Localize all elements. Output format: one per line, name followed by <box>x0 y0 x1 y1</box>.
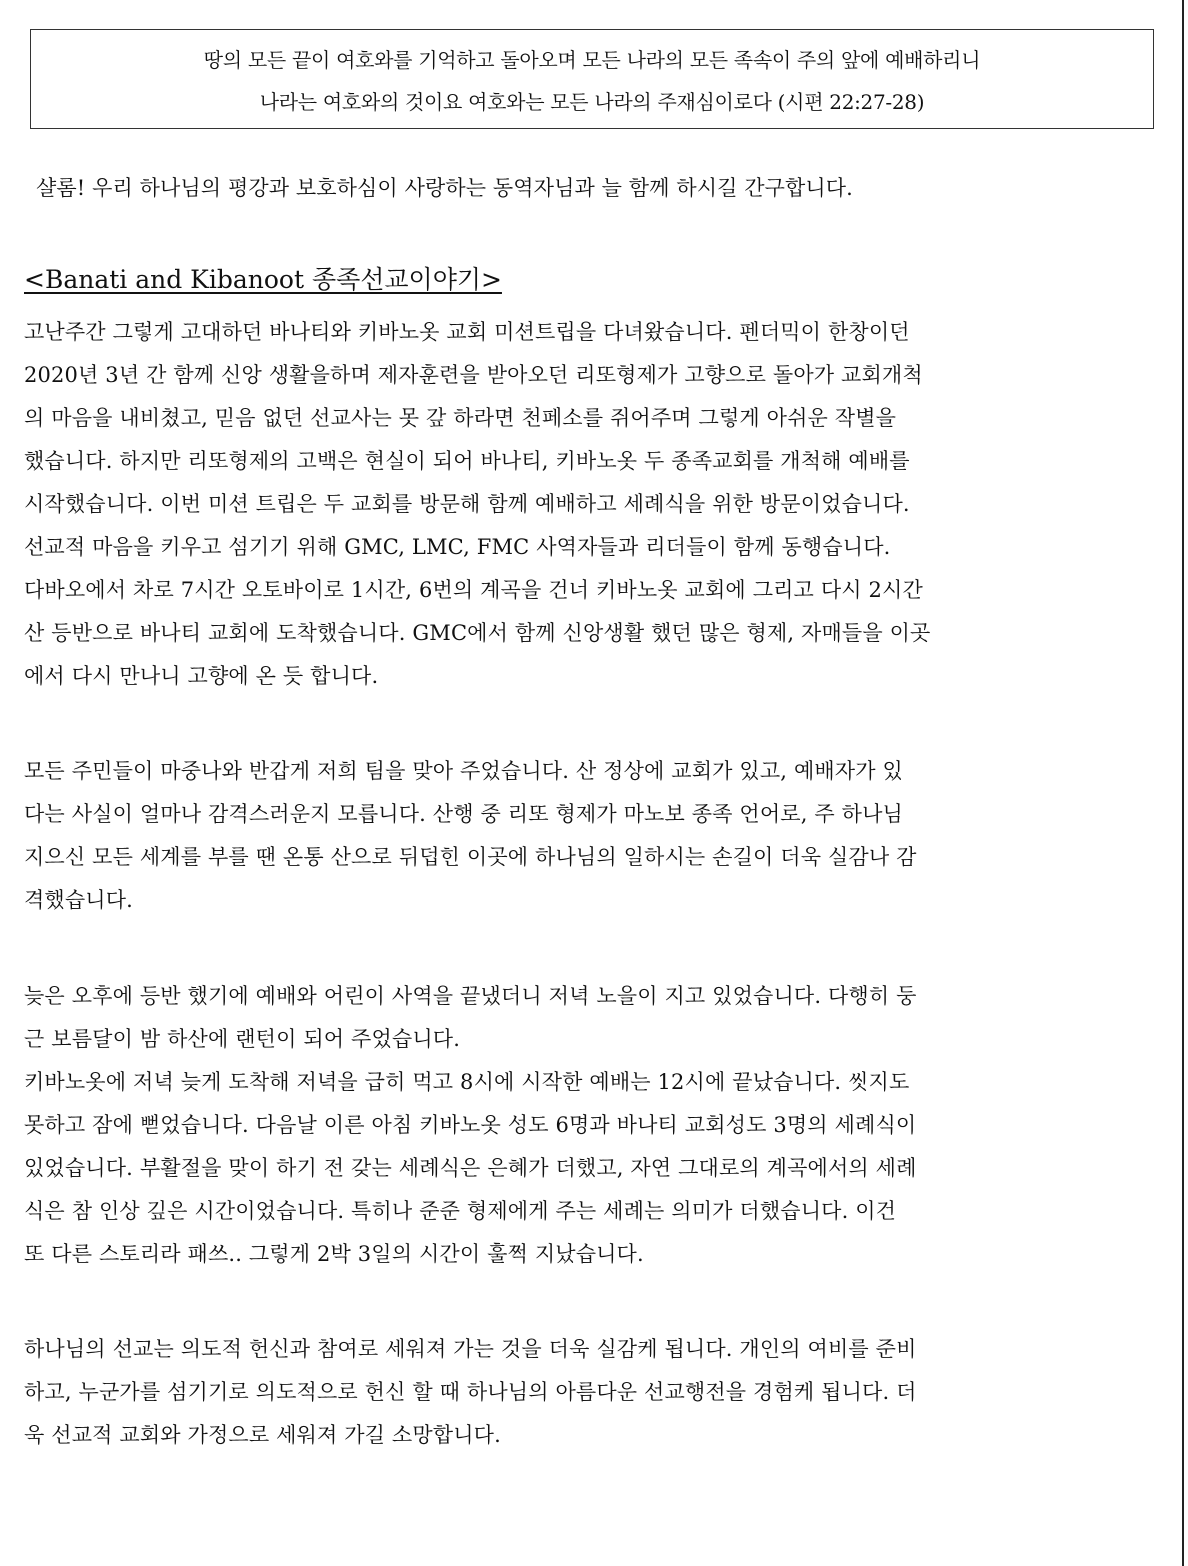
body-line: 2020년 3년 간 함께 신앙 생활을하며 제자훈련을 받아오던 리또형제가 고향으로 돌아가 교회개척 <box>24 363 923 387</box>
body-line: 또 다른 스토리라 패쓰.. 그렇게 2박 3일의 시간이 훌쩍 지났습니다. <box>24 1242 644 1266</box>
body-line: 격했습니다. <box>24 888 134 912</box>
body-line: 하고, 누군가를 섬기기로 의도적으로 헌신 할 때 하나님의 아름다운 선교행전을 경험케 됩니다. 더 <box>24 1380 917 1404</box>
body-line: 하나님의 선교는 의도적 헌신과 참여로 세워져 가는 것을 더욱 실감케 됩니다. 개인의 여비를 준비 <box>24 1337 917 1361</box>
body-line: 있었습니다. 부활절을 맞이 하기 전 갖는 세례식은 은혜가 더했고, 자연 그대로의 계곡에서의 세례 <box>24 1156 917 1180</box>
body-line: 모든 주민들이 마중나와 반갑게 저희 팀을 맞아 주었습니다. 산 정상에 교회가 있고, 예배자가 있 <box>24 759 903 783</box>
body-line: 지으신 모든 세계를 부를 땐 온통 산으로 뒤덥힌 이곳에 하나님의 일하시는 손길이 더욱 실감나 감 <box>24 845 917 869</box>
body-line: 못하고 잠에 뻗었습니다. 다음날 이른 아침 키바노옷 성도 6명과 바나티 교회성도 3명의 세례식이 <box>24 1113 917 1137</box>
body-line: 늦은 오후에 등반 했기에 예배와 어린이 사역을 끝냈더니 저녁 노을이 지고 있었습니다. 다행히 둥 <box>24 984 917 1008</box>
scripture-verse-box <box>30 29 1154 129</box>
body-line: 의 마음을 내비쳤고, 믿음 없던 선교사는 못 갚 하라면 천페소를 쥐어주며 그렇게 아쉬운 작별을 <box>24 406 897 430</box>
verse-line-1: 땅의 모든 끝이 여호와를 기억하고 돌아오며 모든 나라의 모든 족속이 주의 앞에 예배하리니 <box>203 48 981 72</box>
body-line: 했습니다. 하지만 리또형제의 고백은 현실이 되어 바나티, 키바노옷 두 종족교회를 개척해 예배를 <box>24 449 910 473</box>
body-line: 식은 참 인상 깊은 시간이었습니다. 특히나 준준 형제에게 주는 세례는 의미가 더했습니다. 이건 <box>24 1199 897 1223</box>
body-line: 욱 선교적 교회와 가정으로 세워져 가길 소망합니다. <box>24 1423 501 1447</box>
body-line: 고난주간 그렇게 고대하던 바나티와 키바노옷 교회 미션트립을 다녀왔습니다. 펜더믹이 한창이던 <box>24 320 910 344</box>
body-line: 산 등반으로 바나티 교회에 도착했습니다. GMC에서 함께 신앙생활 했던 많은 형제, 자매들을 이곳 <box>24 621 931 645</box>
body-line: 다바오에서 차로 7시간 오토바이로 1시간, 6번의 계곡을 건너 키바노옷 교회에 그리고 다시 2시간 <box>24 578 923 602</box>
body-line: 다는 사실이 얼마나 감격스러운지 모릅니다. 산행 중 리또 형제가 마노보 종족 언어로, 주 하나님 <box>24 802 903 826</box>
section-title: <Banati and Kibanoot 종족선교이야기> <box>24 265 502 294</box>
page-right-border <box>1182 0 1184 1566</box>
body-line: 시작했습니다. 이번 미션 트립은 두 교회를 방문해 함께 예배하고 세례식을 위한 방문이었습니다. <box>24 492 910 516</box>
body-line: 에서 다시 만나니 고향에 온 듯 합니다. <box>24 664 379 688</box>
greeting-text: 샬롬! 우리 하나님의 평강과 보호하심이 사랑하는 동역자님과 늘 함께 하시길 간구합니다. <box>36 176 853 200</box>
body-line: 근 보름달이 밤 하산에 랜턴이 되어 주었습니다. <box>24 1027 461 1051</box>
body-line: 선교적 마음을 키우고 섬기기 위해 GMC, LMC, FMC 사역자들과 리더들이 함께 동행습니다. <box>24 535 891 559</box>
body-line: 키바노옷에 저녁 늦게 도착해 저녁을 급히 먹고 8시에 시작한 예배는 12시에 끝났습니다. 씻지도 <box>24 1070 910 1094</box>
verse-line-2: 나라는 여호와의 것이요 여호와는 모든 나라의 주재심이로다 (시편 22:27-28) <box>259 90 925 114</box>
